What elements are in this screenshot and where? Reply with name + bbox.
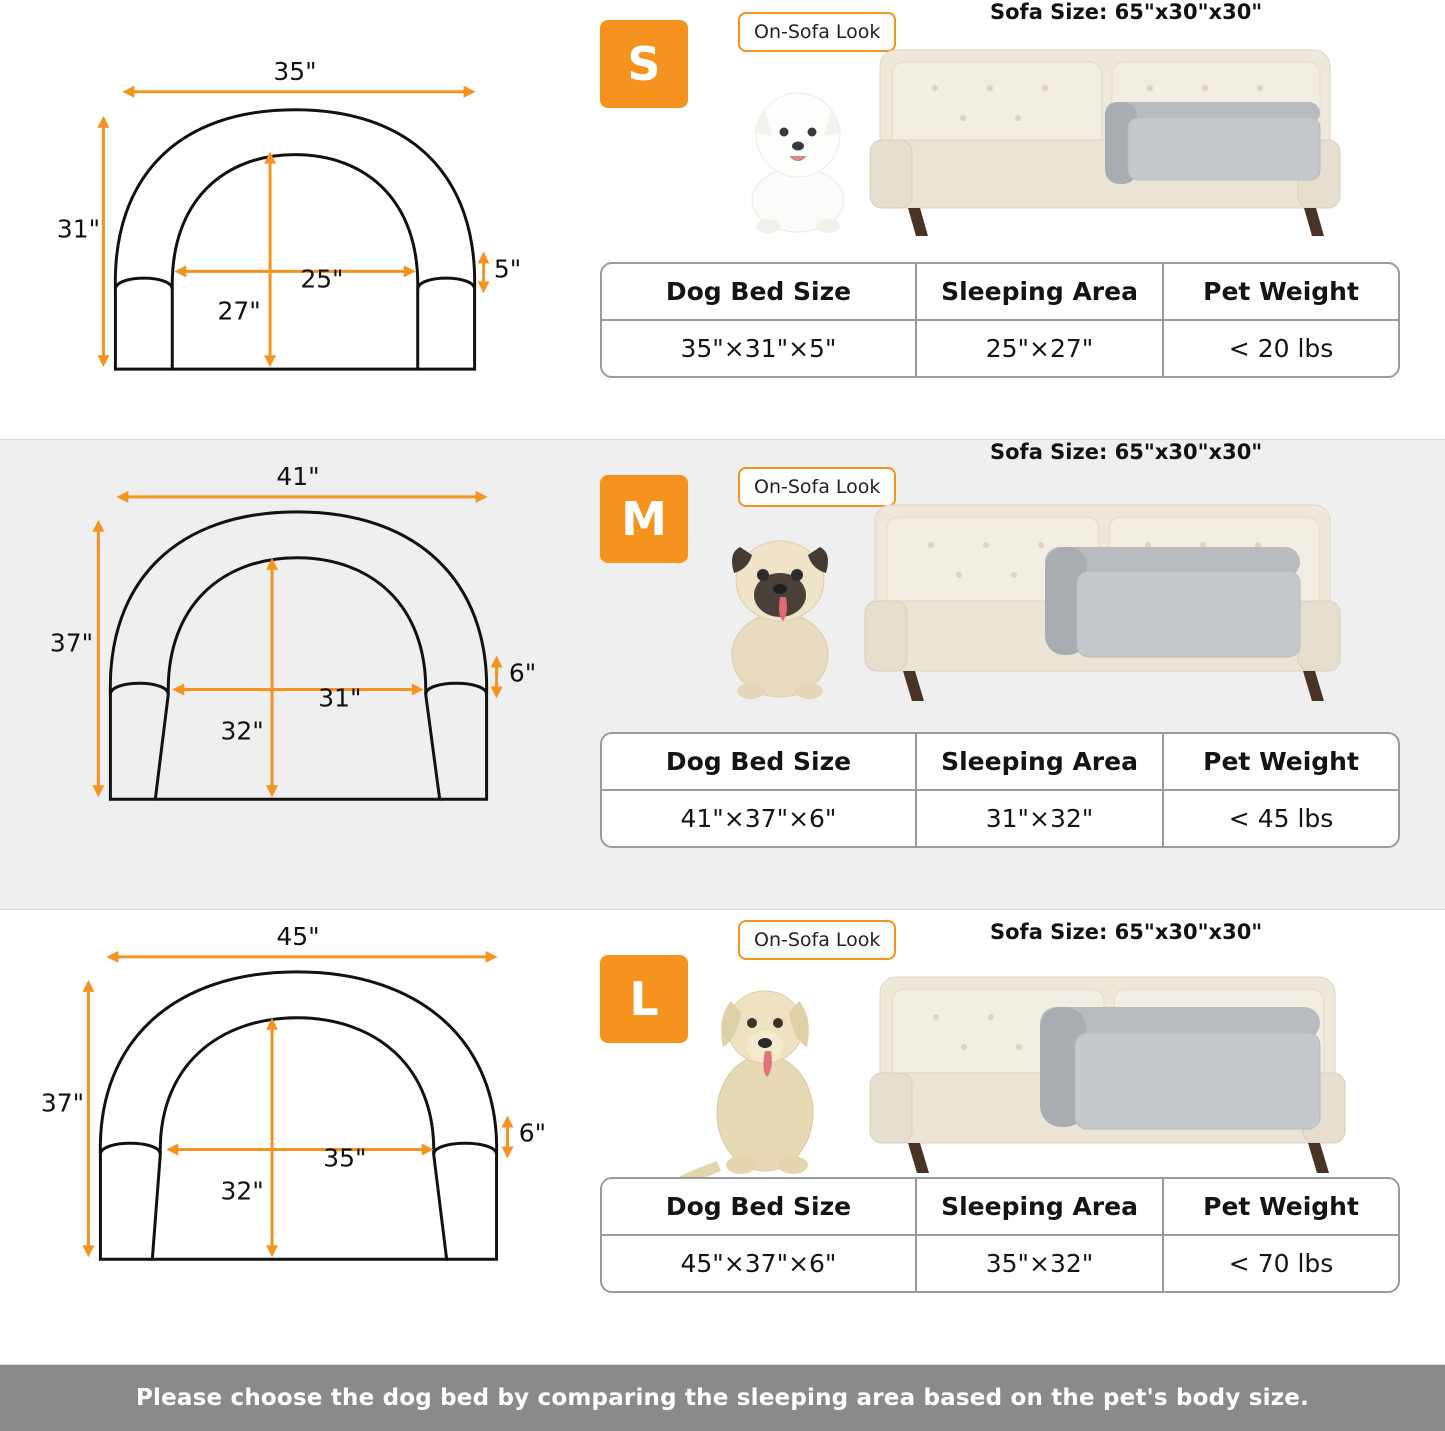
- dim-inner-width-medium: 31": [318, 683, 362, 713]
- header-pet-weight: Pet Weight: [1203, 1192, 1359, 1221]
- header-sleeping-area: Sleeping Area: [917, 264, 1164, 319]
- dim-width-large: 45": [276, 921, 320, 951]
- value-bed-size: 35"×31"×5": [602, 321, 917, 376]
- product-pane-large: [590, 910, 1445, 1364]
- size-row-large: [0, 910, 1445, 1365]
- product-pane-small: [590, 0, 1445, 439]
- dim-inner-width-small: 25": [300, 264, 344, 294]
- header-sleeping-area: Sleeping Area: [917, 1179, 1164, 1234]
- diagram-pane-small: [0, 0, 590, 439]
- value-pet-weight: < 70 lbs: [1228, 1249, 1334, 1278]
- dim-width-medium: 41": [276, 461, 320, 491]
- header-sleeping-area: Sleeping Area: [917, 734, 1164, 789]
- dim-height-small: 31": [56, 214, 101, 244]
- spec-table-medium: [600, 732, 1400, 848]
- value-bed-size: 45"×37"×6": [602, 1236, 917, 1291]
- sofa-with-dog-illustration-large: [655, 955, 1445, 1205]
- sofa-with-dog-illustration-medium: [685, 485, 1445, 735]
- product-pane-medium: [590, 440, 1445, 909]
- dim-bolster-large: 6": [518, 1118, 547, 1148]
- bed-dimension-diagram-large: [0, 910, 590, 1364]
- dim-height-large: 37": [40, 1088, 85, 1118]
- value-sleeping-area: 35"×32": [917, 1236, 1164, 1291]
- dim-width-small: 35": [273, 56, 317, 86]
- value-sleeping-area: 25"×27": [917, 321, 1164, 376]
- size-row-small: [0, 0, 1445, 440]
- bed-dimension-diagram-medium: [0, 440, 590, 909]
- dim-height-medium: 37": [49, 628, 94, 658]
- header-pet-weight: Pet Weight: [1203, 277, 1359, 306]
- header-bed-size: Dog Bed Size: [602, 1179, 917, 1234]
- spec-table-header-row: [602, 264, 1398, 321]
- diagram-pane-medium: [0, 440, 590, 909]
- dim-bolster-medium: 6": [508, 658, 537, 688]
- header-pet-weight: Pet Weight: [1203, 747, 1359, 776]
- header-bed-size: Dog Bed Size: [602, 264, 917, 319]
- spec-table-header-row: [602, 1179, 1398, 1236]
- size-badge-small: S: [600, 20, 688, 108]
- spec-table-value-row: [602, 321, 1398, 376]
- sofa-size-caption-medium: Sofa Size: 65"x30"x30": [990, 440, 1263, 464]
- dim-inner-height-medium: 32": [220, 716, 264, 746]
- dim-inner-height-small: 27": [217, 296, 261, 326]
- dim-inner-height-large: 32": [220, 1176, 264, 1206]
- value-sleeping-area: 31"×32": [917, 791, 1164, 846]
- value-pet-weight: < 45 lbs: [1228, 804, 1334, 833]
- diagram-pane-large: [0, 910, 590, 1364]
- spec-table-large: [600, 1177, 1400, 1293]
- dim-bolster-small: 5": [493, 254, 522, 284]
- sofa-size-caption-small: Sofa Size: 65"x30"x30": [990, 0, 1263, 24]
- spec-table-value-row: [602, 1236, 1398, 1291]
- size-row-medium: [0, 440, 1445, 910]
- spec-table-small: [600, 262, 1400, 378]
- bed-dimension-diagram-small: [0, 0, 590, 439]
- size-badge-large: L: [600, 955, 688, 1043]
- sofa-with-dog-illustration-small: [720, 40, 1440, 255]
- spec-table-value-row: [602, 791, 1398, 846]
- size-badge-medium: M: [600, 475, 688, 563]
- on-sofa-look-label-small: On-Sofa Look: [738, 12, 896, 52]
- header-bed-size: Dog Bed Size: [602, 734, 917, 789]
- footer-note: Please choose the dog bed by comparing the sleeping area based on the pet's body size.: [0, 1365, 1445, 1431]
- on-sofa-look-label-medium: On-Sofa Look: [738, 467, 896, 507]
- value-bed-size: 41"×37"×6": [602, 791, 917, 846]
- spec-table-header-row: [602, 734, 1398, 791]
- value-pet-weight: < 20 lbs: [1228, 334, 1334, 363]
- sofa-size-caption-large: Sofa Size: 65"x30"x30": [990, 920, 1263, 944]
- on-sofa-look-label-large: On-Sofa Look: [738, 920, 896, 960]
- dim-inner-width-large: 35": [323, 1143, 367, 1173]
